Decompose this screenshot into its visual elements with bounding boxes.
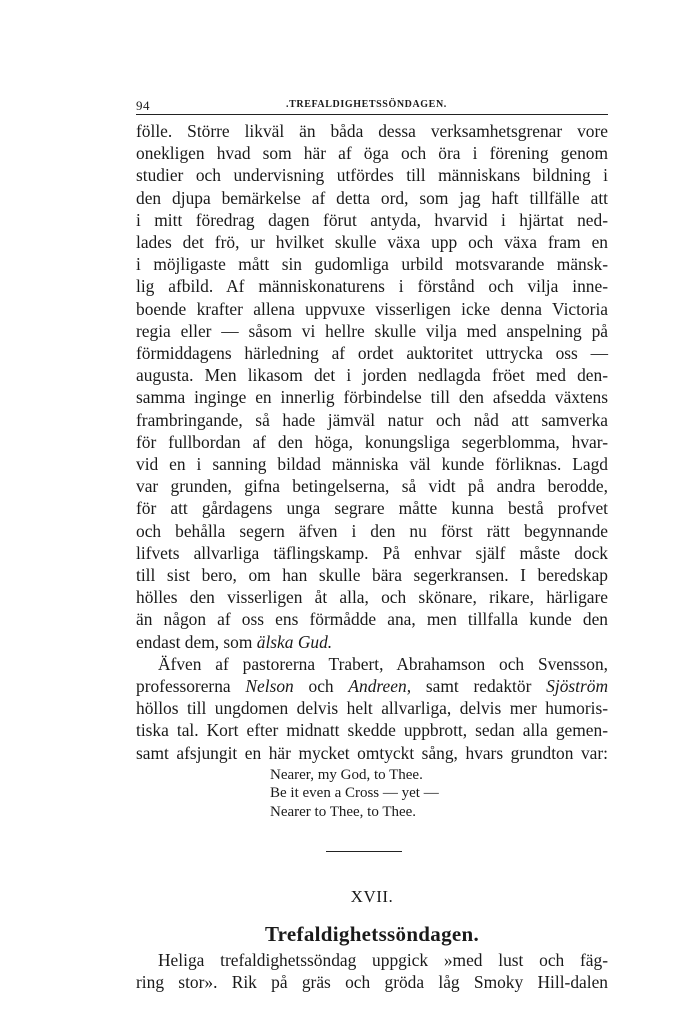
text-run: och [308, 676, 334, 697]
text-line: boende krafter allena uppvuxe visserligen icke denna Victoria [136, 298, 608, 319]
running-head [136, 96, 608, 115]
book-page [136, 96, 608, 993]
emphasis-name: Nelson [245, 676, 294, 697]
section-divider [326, 851, 402, 852]
text-line: augusta. Men likasom det i jorden nedlagda fröet med den- [136, 365, 608, 386]
text-line: tiska tal. Kort efter midnatt skedde uppbrott, sedan alla gemen- [136, 720, 608, 741]
poem-line: Nearer, my God, to Thee. [270, 766, 423, 783]
emphasis-name: Andreen, [348, 676, 412, 697]
text-line: regia eller — såsom vi hellre skulle vilja med anspelning på [136, 320, 608, 341]
text-line: den djupa bemärkelse af detta ord, som jag haft tillfälle att [136, 187, 608, 208]
paragraph-1 [136, 120, 608, 653]
text-line: Heliga trefaldighetssöndag uppgick »med lust och fäg- [158, 949, 608, 970]
text-line: samt afsjungit en här mycket omtyckt sång, hvars grundton var: [136, 742, 608, 763]
text-line: samma inginge en innerlig förbindelse till den afsedda växtens [136, 387, 608, 408]
text-line: i möjligaste mått sin gudomliga urbild motsvarande mänsk- [136, 254, 608, 275]
hymn-quote [270, 766, 608, 822]
text-line: var grunden, gifna betingelserna, så vidt på andra beroddе, [136, 476, 608, 497]
paragraph-2 [136, 653, 608, 764]
text-run: endast dem, som [136, 631, 253, 652]
emphasis-text: älska Gud. [256, 631, 333, 652]
page-number: 94 [136, 98, 150, 113]
text-line: fölle. Större likväl än båda dessa verksamhetsgrenar vore [136, 121, 608, 141]
text-line: i mitt föredrag dagen förut antyda, hvarvid i hjärtat ned- [136, 209, 608, 230]
text-line: lades det frö, ur hvilket skulle växa upp och växa fram en [136, 232, 608, 253]
text-line: än någon af oss ens förmådde ana, men tillfalla kunde den [136, 609, 608, 630]
paragraph-3 [136, 949, 608, 993]
text-line: för fullbordan af den höga, konungsliga segerblomma, hvar- [136, 431, 608, 452]
text-run: samt redaktör [425, 676, 532, 697]
text-line: frambringande, så hade jämväl natur och nåd att samverka [136, 409, 608, 430]
text-line: lifvets allvarliga täflingskamp. På enhvar själf måste dock [136, 542, 608, 563]
text-line: höllos till ungdomen delvis helt allvarliga, delvis mer humoris- [136, 698, 608, 719]
text-line [136, 631, 608, 653]
text-line [136, 675, 608, 697]
body-text [136, 120, 608, 993]
chapter-number: XVII. [350, 887, 394, 907]
running-head-title: .TREFALDIGHETSSÖNDAGEN. [286, 99, 447, 110]
text-line: ring stor». Rik på gräs och gröda låg Smoky Hill-dalen [136, 972, 608, 992]
text-line: onekligen hvad som här af öga och öra i förening genom [136, 143, 608, 164]
text-line: Äfven af pastorerna Trabert, Abrahamson och Svensson, [158, 653, 608, 674]
text-line: studier och undervisning utfördes till människans bildning i [136, 165, 608, 186]
text-line: lig afbild. Af människonaturens i förstånd och vilja inne- [136, 276, 608, 297]
poem-line: Nearer to Thee, to Thee. [270, 803, 417, 820]
emphasis-name: Sjöström [546, 676, 609, 697]
text-line: och behålla segern äfven i den nu först rätt begynnande [136, 520, 608, 541]
text-run: professorerna [136, 676, 231, 697]
chapter-title: Trefaldighetssöndagen. [264, 921, 480, 946]
text-line: förmiddagens härledning af ordet auktoritet uttrycka oss — [136, 343, 608, 364]
text-line: vid en i sanning bildad människa väl kunde förliknas. Lagd [136, 454, 608, 475]
text-line: till sist bero, om han skulle bära segerkransen. I beredskap [136, 565, 608, 586]
text-line: hölles den visserligen åt alla, och skönare, rikare, härligare [136, 587, 608, 608]
poem-line: Be it even a Cross — yet — [270, 785, 439, 802]
text-line: för att gårdagens unga segrare måtte kunna bestå profvet [136, 498, 608, 519]
